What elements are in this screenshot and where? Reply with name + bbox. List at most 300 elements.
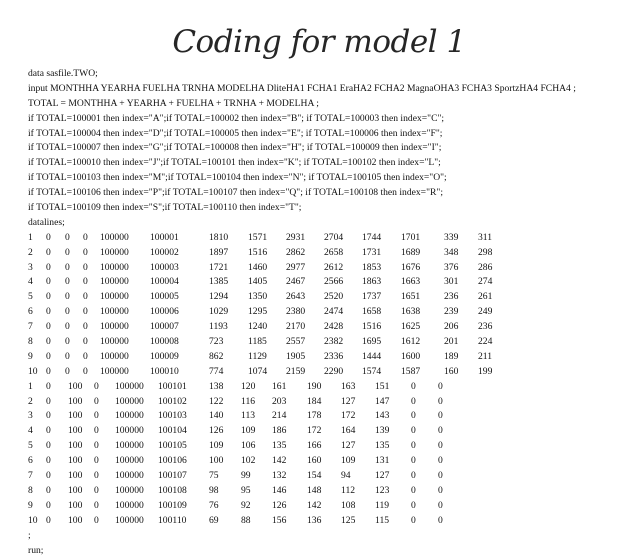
data-row — [28, 454, 628, 469]
data-cell: 0 — [411, 499, 416, 514]
data-cell: 10 — [28, 514, 38, 529]
data-cell: 0 — [46, 424, 51, 439]
data-cell: 100004 — [150, 275, 179, 290]
data-cell: 0 — [83, 261, 88, 276]
data-cell: 9 — [28, 499, 33, 514]
data-cell: 100102 — [158, 395, 187, 410]
data-cell: 190 — [307, 380, 321, 395]
data-cell: 0 — [94, 380, 99, 395]
data-cell: 186 — [272, 424, 286, 439]
data-cell: 261 — [478, 290, 492, 305]
data-cell: 0 — [94, 514, 99, 529]
data-cell: 6 — [28, 454, 33, 469]
code-line: if TOTAL=100103 then index="M";if TOTAL=100104 then index="N"; if TOTAL=100105 then index="O"; — [28, 171, 628, 186]
data-cell: 127 — [341, 439, 355, 454]
data-cell: 0 — [46, 365, 51, 380]
data-cell: 1350 — [248, 290, 267, 305]
data-cell: 100000 — [115, 484, 144, 499]
data-cell: 100000 — [100, 246, 129, 261]
data-cell: 1689 — [401, 246, 420, 261]
data-cell: 147 — [375, 395, 389, 410]
data-row — [28, 305, 628, 320]
data-cell: 0 — [46, 231, 51, 246]
data-cell: 2658 — [324, 246, 343, 261]
data-cell: 163 — [341, 380, 355, 395]
data-cell: 0 — [65, 320, 70, 335]
data-cell: 0 — [46, 484, 51, 499]
data-row — [28, 424, 628, 439]
data-cell: 1129 — [248, 350, 267, 365]
data-cell: 100 — [68, 484, 82, 499]
data-cell: 132 — [272, 469, 286, 484]
data-cell: 0 — [94, 484, 99, 499]
data-cell: 100000 — [100, 305, 129, 320]
data-cell: 0 — [438, 395, 443, 410]
data-cell: 69 — [209, 514, 219, 529]
data-cell: 100008 — [150, 335, 179, 350]
data-row — [28, 409, 628, 424]
data-cell: 142 — [272, 454, 286, 469]
data-cell: 0 — [83, 320, 88, 335]
data-cell: 0 — [46, 320, 51, 335]
data-cell: 2336 — [324, 350, 343, 365]
data-cell: 109 — [341, 454, 355, 469]
data-cell: 3 — [28, 261, 33, 276]
code-line: if TOTAL=100106 then index="P";if TOTAL=100107 then index="Q"; if TOTAL=100108 then index="R"; — [28, 186, 628, 201]
data-cell: 164 — [341, 424, 355, 439]
data-cell: 156 — [272, 514, 286, 529]
data-cell: 0 — [83, 246, 88, 261]
data-cell: 2380 — [286, 305, 305, 320]
data-row — [28, 365, 628, 380]
code-line: if TOTAL=100007 then index="G";if TOTAL=100008 then index="H"; if TOTAL=100009 then index="I"; — [28, 141, 628, 156]
data-cell: 100109 — [158, 499, 187, 514]
data-cell: 100000 — [115, 380, 144, 395]
data-cell: 0 — [411, 380, 416, 395]
data-cell: 100000 — [115, 424, 144, 439]
data-cell: 172 — [341, 409, 355, 424]
data-cell: 0 — [411, 395, 416, 410]
data-cell: 2612 — [324, 261, 343, 276]
data-row — [28, 499, 628, 514]
data-cell: 1460 — [248, 261, 267, 276]
data-cell: 10 — [28, 365, 38, 380]
data-cell: 92 — [241, 499, 251, 514]
data-cell: 1074 — [248, 365, 267, 380]
data-cell: 0 — [438, 469, 443, 484]
data-cell: 1185 — [248, 335, 267, 350]
data-cell: 100101 — [158, 380, 187, 395]
data-cell: 774 — [209, 365, 223, 380]
data-cell: 3 — [28, 409, 33, 424]
data-cell: 1571 — [248, 231, 267, 246]
data-cell: 1863 — [362, 275, 381, 290]
data-row — [28, 261, 628, 276]
data-cell: 1731 — [362, 246, 381, 261]
data-cell: 2520 — [324, 290, 343, 305]
data-cell: 0 — [94, 454, 99, 469]
data-cell: 0 — [65, 305, 70, 320]
data-cell: 100010 — [150, 365, 179, 380]
data-cell: 146 — [272, 484, 286, 499]
data-cell: 1516 — [248, 246, 267, 261]
data-cell: 0 — [65, 335, 70, 350]
data-cell: 148 — [307, 484, 321, 499]
data-cell: 2159 — [286, 365, 305, 380]
data-cell: 122 — [209, 395, 223, 410]
data-cell: 125 — [341, 514, 355, 529]
data-cell: 2428 — [324, 320, 343, 335]
data-cell: 8 — [28, 484, 33, 499]
data-row — [28, 320, 628, 335]
data-cell: 115 — [375, 514, 389, 529]
data-cell: 2170 — [286, 320, 305, 335]
data-cell: 143 — [375, 409, 389, 424]
data-cell: 1029 — [209, 305, 228, 320]
data-cell: 100000 — [115, 395, 144, 410]
data-cell: 199 — [478, 365, 492, 380]
code-line: run; — [28, 544, 628, 558]
data-cell: 723 — [209, 335, 223, 350]
data-cell: 100000 — [100, 320, 129, 335]
data-cell: 0 — [83, 365, 88, 380]
data-cell: 127 — [375, 469, 389, 484]
data-cell: 0 — [438, 514, 443, 529]
data-cell: 0 — [65, 365, 70, 380]
data-cell: 100 — [68, 514, 82, 529]
data-cell: 99 — [241, 469, 251, 484]
data-cell: 100 — [68, 409, 82, 424]
data-cell: 7 — [28, 469, 33, 484]
slide-title: Coding for model 1 — [0, 22, 638, 62]
data-cell: 1810 — [209, 231, 228, 246]
data-cell: 1658 — [362, 305, 381, 320]
data-cell: 100000 — [115, 439, 144, 454]
data-cell: 172 — [307, 424, 321, 439]
data-cell: 1294 — [209, 290, 228, 305]
data-cell: 100001 — [150, 231, 179, 246]
data-cell: 0 — [46, 514, 51, 529]
data-cell: 1721 — [209, 261, 228, 276]
data-cell: 0 — [65, 246, 70, 261]
data-cell: 862 — [209, 350, 223, 365]
data-cell: 116 — [241, 395, 255, 410]
data-cell: 100000 — [100, 261, 129, 276]
data-cell: 1897 — [209, 246, 228, 261]
data-cell: 0 — [46, 439, 51, 454]
data-cell: 1405 — [248, 275, 267, 290]
data-cell: 211 — [478, 350, 492, 365]
data-cell: 0 — [411, 439, 416, 454]
code-header — [28, 67, 628, 231]
data-cell: 2382 — [324, 335, 343, 350]
data-cell: 0 — [46, 275, 51, 290]
data-cell: 376 — [444, 261, 458, 276]
data-cell: 0 — [94, 395, 99, 410]
data-cell: 113 — [241, 409, 255, 424]
data-cell: 1444 — [362, 350, 381, 365]
data-cell: 201 — [444, 335, 458, 350]
data-cell: 1651 — [401, 290, 420, 305]
data-cell: 100110 — [158, 514, 186, 529]
data-cell: 1612 — [401, 335, 420, 350]
data-cell: 1 — [28, 380, 33, 395]
data-row — [28, 484, 628, 499]
data-cell: 274 — [478, 275, 492, 290]
data-cell: 1385 — [209, 275, 228, 290]
data-cell: 0 — [411, 484, 416, 499]
data-cell: 0 — [83, 290, 88, 305]
data-cell: 0 — [65, 275, 70, 290]
data-cell: 0 — [438, 484, 443, 499]
data-cell: 100006 — [150, 305, 179, 320]
data-cell: 100 — [68, 454, 82, 469]
data-row — [28, 469, 628, 484]
data-cell: 1676 — [401, 261, 420, 276]
data-cell: 138 — [209, 380, 223, 395]
data-cell: 100003 — [150, 261, 179, 276]
data-row — [28, 380, 628, 395]
data-cell: 0 — [46, 261, 51, 276]
data-cell: 9 — [28, 350, 33, 365]
data-cell: 301 — [444, 275, 458, 290]
data-cell: 135 — [272, 439, 286, 454]
code-line: if TOTAL=100004 then index="D";if TOTAL=100005 then index="E"; if TOTAL=100006 then index="F"; — [28, 127, 628, 142]
data-cell: 1587 — [401, 365, 420, 380]
data-cell: 0 — [46, 380, 51, 395]
data-cell: 100000 — [115, 499, 144, 514]
data-cell: 0 — [46, 305, 51, 320]
data-cell: 203 — [272, 395, 286, 410]
data-cell: 119 — [375, 499, 389, 514]
sas-code-block — [28, 67, 628, 558]
data-cell: 0 — [94, 469, 99, 484]
data-cell: 0 — [411, 469, 416, 484]
data-cell: 2557 — [286, 335, 305, 350]
data-cell: 94 — [341, 469, 351, 484]
data-cell: 1600 — [401, 350, 420, 365]
data-cell: 0 — [65, 290, 70, 305]
data-cell: 120 — [241, 380, 255, 395]
data-cell: 2643 — [286, 290, 305, 305]
data-cell: 160 — [307, 454, 321, 469]
data-cell: 151 — [375, 380, 389, 395]
data-cell: 236 — [444, 290, 458, 305]
data-cell: 0 — [46, 335, 51, 350]
data-cell: 214 — [272, 409, 286, 424]
data-cell: 106 — [241, 439, 255, 454]
data-cell: 109 — [241, 424, 255, 439]
data-cell: 0 — [65, 350, 70, 365]
data-cell: 0 — [46, 395, 51, 410]
data-cell: 1574 — [362, 365, 381, 380]
data-cell: 100000 — [100, 350, 129, 365]
data-cell: 100107 — [158, 469, 187, 484]
data-cell: 100000 — [100, 231, 129, 246]
data-row — [28, 246, 628, 261]
data-cell: 100000 — [115, 409, 144, 424]
data-cell: 2290 — [324, 365, 343, 380]
data-cell: 166 — [307, 439, 321, 454]
code-line: TOTAL = MONTHHA + YEARHA + FUELHA + TRNHA + MODELHA ; — [28, 97, 628, 112]
data-cell: 348 — [444, 246, 458, 261]
data-cell: 8 — [28, 335, 33, 350]
data-cell: 0 — [411, 514, 416, 529]
data-cell: 0 — [94, 409, 99, 424]
data-cell: 1744 — [362, 231, 381, 246]
data-cell: 123 — [375, 484, 389, 499]
data-cell: 1638 — [401, 305, 420, 320]
code-footer — [28, 529, 628, 558]
data-cell: 0 — [411, 424, 416, 439]
data-row — [28, 335, 628, 350]
data-cell: 2566 — [324, 275, 343, 290]
data-cell: 0 — [65, 261, 70, 276]
data-cell: 112 — [341, 484, 355, 499]
data-cell: 126 — [209, 424, 223, 439]
data-cell: 140 — [209, 409, 223, 424]
data-cell: 0 — [46, 499, 51, 514]
data-cell: 131 — [375, 454, 389, 469]
data-cell: 100 — [68, 469, 82, 484]
data-cell: 0 — [46, 290, 51, 305]
data-cell: 0 — [411, 409, 416, 424]
data-cell: 2931 — [286, 231, 305, 246]
data-cell: 102 — [241, 454, 255, 469]
data-cell: 178 — [307, 409, 321, 424]
data-cell: 0 — [83, 350, 88, 365]
data-row — [28, 231, 628, 246]
data-cell: 100005 — [150, 290, 179, 305]
data-row — [28, 395, 628, 410]
data-row — [28, 350, 628, 365]
data-cell: 1663 — [401, 275, 420, 290]
data-cell: 160 — [444, 365, 458, 380]
data-cell: 100007 — [150, 320, 179, 335]
data-cell: 1853 — [362, 261, 381, 276]
code-line: if TOTAL=100010 then index="J";if TOTAL=100101 then index="K"; if TOTAL=100102 then index="L"; — [28, 156, 628, 171]
data-cell: 2 — [28, 246, 33, 261]
data-cell: 0 — [83, 275, 88, 290]
data-cell: 100000 — [100, 365, 129, 380]
data-row — [28, 514, 628, 529]
data-cell: 100000 — [115, 514, 144, 529]
data-cell: 1193 — [209, 320, 228, 335]
data-cell: 1701 — [401, 231, 420, 246]
data-cell: 139 — [375, 424, 389, 439]
data-cell: 100009 — [150, 350, 179, 365]
data-cell: 2704 — [324, 231, 343, 246]
data-cell: 142 — [307, 499, 321, 514]
data-cell: 5 — [28, 439, 33, 454]
data-row — [28, 290, 628, 305]
code-line: ; — [28, 529, 628, 544]
data-cell: 100000 — [115, 469, 144, 484]
data-cell: 236 — [478, 320, 492, 335]
data-cell: 6 — [28, 305, 33, 320]
data-cell: 1295 — [248, 305, 267, 320]
data-cell: 0 — [411, 454, 416, 469]
data-cell: 100106 — [158, 454, 187, 469]
data-cell: 100105 — [158, 439, 187, 454]
datalines-table — [28, 231, 628, 529]
data-cell: 0 — [438, 439, 443, 454]
data-cell: 2862 — [286, 246, 305, 261]
data-cell: 0 — [83, 305, 88, 320]
data-cell: 0 — [438, 499, 443, 514]
code-line: if TOTAL=100001 then index="A";if TOTAL=100002 then index="B"; if TOTAL=100003 then index="C"; — [28, 112, 628, 127]
data-cell: 0 — [94, 499, 99, 514]
data-cell: 154 — [307, 469, 321, 484]
data-cell: 100104 — [158, 424, 187, 439]
data-cell: 206 — [444, 320, 458, 335]
data-cell: 2474 — [324, 305, 343, 320]
data-cell: 100000 — [100, 290, 129, 305]
data-cell: 136 — [307, 514, 321, 529]
data-cell: 5 — [28, 290, 33, 305]
data-cell: 2467 — [286, 275, 305, 290]
data-cell: 0 — [94, 439, 99, 454]
data-cell: 2977 — [286, 261, 305, 276]
data-cell: 1240 — [248, 320, 267, 335]
data-cell: 0 — [65, 231, 70, 246]
data-cell: 0 — [438, 424, 443, 439]
data-cell: 100000 — [100, 335, 129, 350]
data-cell: 2 — [28, 395, 33, 410]
data-cell: 1695 — [362, 335, 381, 350]
code-line: if TOTAL=100109 then index="S";if TOTAL=100110 then index="T"; — [28, 201, 628, 216]
data-cell: 0 — [94, 424, 99, 439]
data-cell: 100 — [68, 499, 82, 514]
data-cell: 126 — [272, 499, 286, 514]
data-cell: 1737 — [362, 290, 381, 305]
data-cell: 127 — [341, 395, 355, 410]
data-cell: 184 — [307, 395, 321, 410]
data-cell: 100000 — [115, 454, 144, 469]
data-cell: 76 — [209, 499, 219, 514]
data-cell: 100 — [68, 395, 82, 410]
data-cell: 100002 — [150, 246, 179, 261]
data-cell: 0 — [438, 380, 443, 395]
data-cell: 161 — [272, 380, 286, 395]
data-cell: 98 — [209, 484, 219, 499]
data-cell: 88 — [241, 514, 251, 529]
data-cell: 75 — [209, 469, 219, 484]
data-cell: 7 — [28, 320, 33, 335]
data-cell: 189 — [444, 350, 458, 365]
data-cell: 0 — [83, 231, 88, 246]
data-cell: 0 — [438, 454, 443, 469]
data-cell: 1905 — [286, 350, 305, 365]
data-cell: 95 — [241, 484, 251, 499]
data-cell: 100 — [68, 424, 82, 439]
data-cell: 4 — [28, 275, 33, 290]
data-cell: 100000 — [100, 275, 129, 290]
data-cell: 100108 — [158, 484, 187, 499]
data-cell: 311 — [478, 231, 492, 246]
data-cell: 298 — [478, 246, 492, 261]
data-cell: 0 — [46, 409, 51, 424]
data-cell: 0 — [438, 409, 443, 424]
data-cell: 286 — [478, 261, 492, 276]
data-cell: 100 — [68, 439, 82, 454]
code-line: input MONTHHA YEARHA FUELHA TRNHA MODELHA DliteHA1 FCHA1 EraHA2 FCHA2 MagnaOHA3 FCHA3 SportzHA4 FCHA4 ; — [28, 82, 628, 97]
data-row — [28, 275, 628, 290]
data-cell: 1 — [28, 231, 33, 246]
code-line: datalines; — [28, 216, 628, 231]
data-cell: 0 — [46, 246, 51, 261]
data-cell: 339 — [444, 231, 458, 246]
